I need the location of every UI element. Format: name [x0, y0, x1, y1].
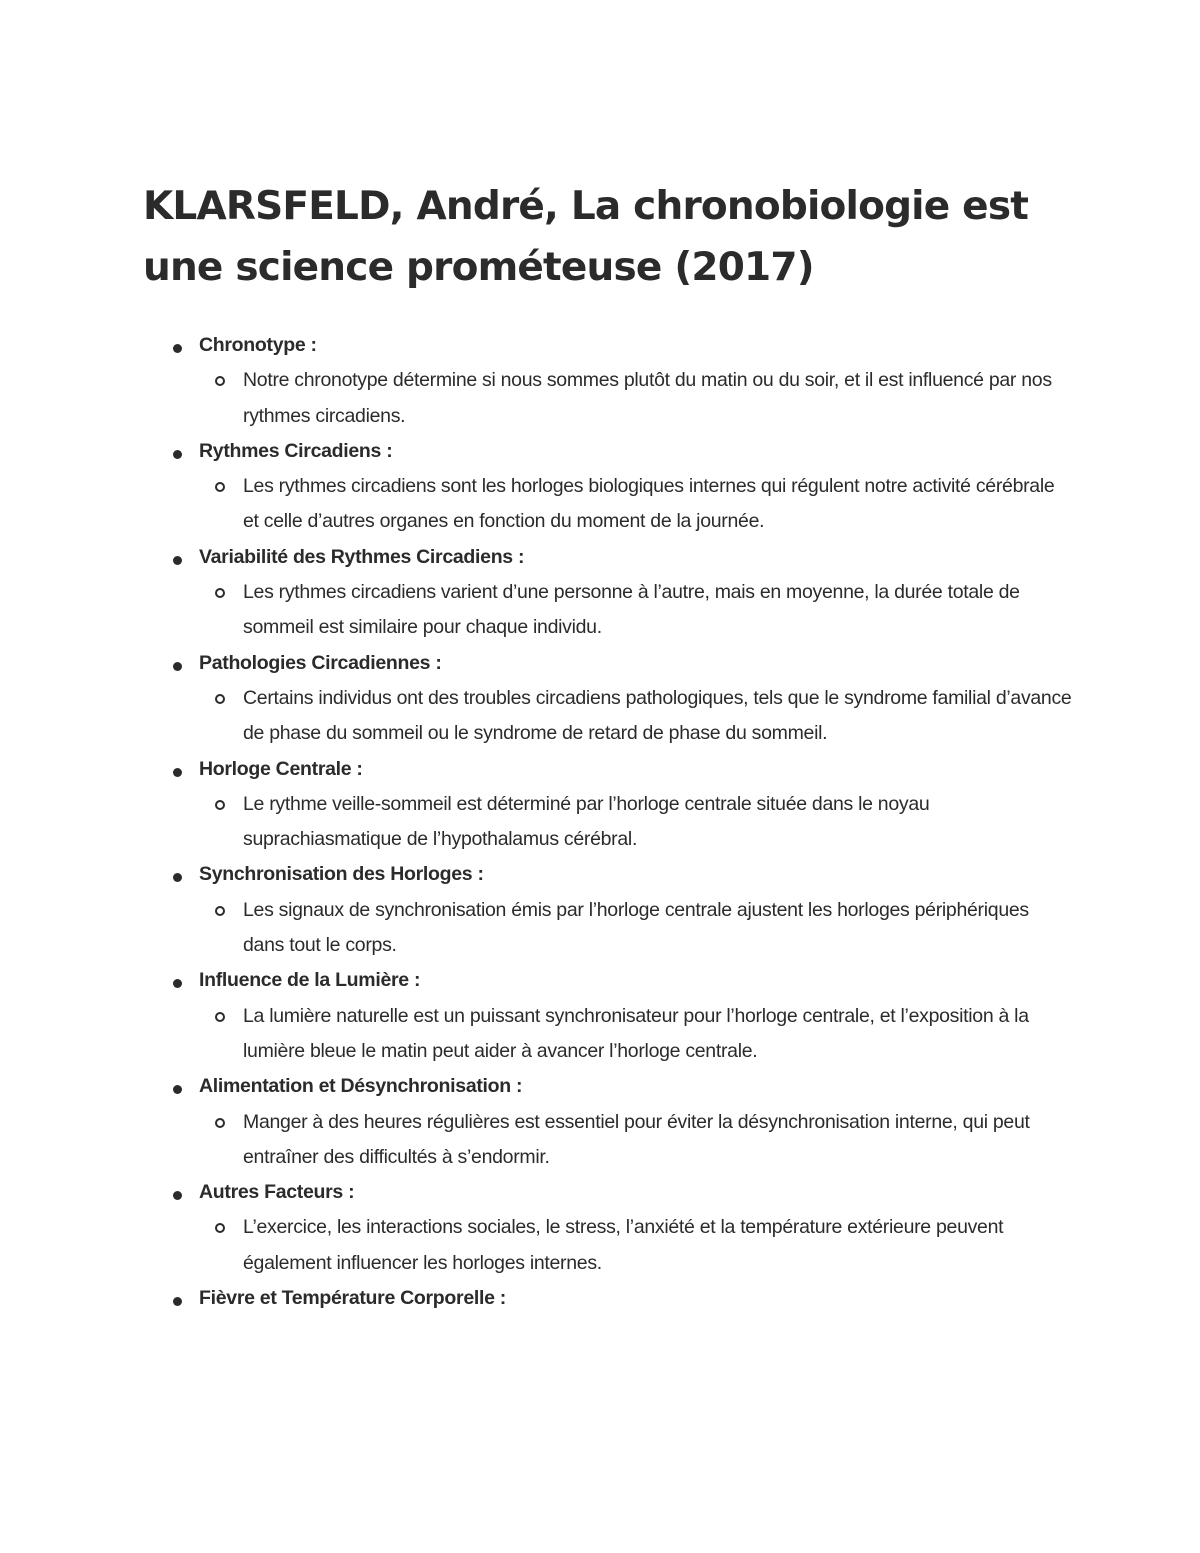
section-heading: Horloge Centrale :: [199, 757, 363, 780]
bullet-circle-icon: [215, 482, 225, 492]
sub-item-text: Manger à des heures régulières est essentiel pour éviter la désynchronisation interne, qui peut entraîner des difficultés à s’endormir.: [243, 1110, 1030, 1168]
bullet-disc-icon: [173, 344, 182, 353]
bullet-circle-icon: [215, 588, 225, 598]
sub-item-text: Les rythmes circadiens varient d’une personne à l’autre, mais en moyenne, la durée totale de sommeil est similaire pour chaque individu.: [243, 581, 1020, 639]
sub-list-item: [199, 363, 1073, 434]
bullet-disc-icon: [173, 1191, 182, 1200]
sub-item-text: Notre chronotype détermine si nous sommes plutôt du matin ou du soir, et il est influencé par nos rythmes circadiens.: [243, 369, 1052, 427]
list-item: [143, 857, 1073, 963]
section-heading: Variabilité des Rythmes Circadiens :: [199, 545, 525, 568]
sub-list-item: [199, 681, 1073, 752]
section-heading: Pathologies Circadiennes :: [199, 651, 442, 674]
bullet-circle-icon: [215, 376, 225, 386]
sub-item-text: L’exercice, les interactions sociales, le stress, l’anxiété et la température extérieure peuvent également influencer les horloges internes.: [243, 1216, 1004, 1274]
bullet-circle-icon: [215, 1118, 225, 1128]
sub-list: [199, 469, 1073, 540]
sub-list: [199, 787, 1073, 858]
bullet-circle-icon: [215, 694, 225, 704]
sub-item-text: Les rythmes circadiens sont les horloges biologiques internes qui régulent notre activité cérébrale et celle d’autres organes en fonction du moment de la journée.: [243, 475, 1055, 533]
bullet-circle-icon: [215, 1012, 225, 1022]
list-item: [143, 963, 1073, 1069]
bullet-disc-icon: [173, 556, 182, 565]
sub-list: [199, 893, 1073, 964]
list-item: [143, 434, 1073, 540]
section-heading: Fièvre et Température Corporelle :: [199, 1287, 506, 1310]
sub-list-item: [199, 893, 1073, 964]
sub-list: [199, 575, 1073, 646]
sub-item-text: Certains individus ont des troubles circadiens pathologiques, tels que le syndrome familial d’avance de phase du sommeil ou le syndrome de retard de phase du sommeil.: [243, 686, 1072, 745]
list-item: [143, 646, 1073, 752]
sub-item-text: Les signaux de synchronisation émis par l’horloge centrale ajustent les horloges périphériques dans tout le corps.: [243, 898, 1029, 957]
sub-item-text: Le rythme veille-sommeil est déterminé par l’horloge centrale située dans le noyau suprachiasmatique de l’hypothalamus cérébral.: [243, 792, 930, 851]
bullet-circle-icon: [215, 800, 225, 810]
sub-list-item: [199, 999, 1073, 1070]
document-title: KLARSFELD, André, La chronobiologie est une science prométeuse (2017): [143, 184, 1029, 290]
bullet-disc-icon: [173, 662, 182, 671]
sub-list-item: [199, 1210, 1073, 1281]
section-heading: Rythmes Circadiens :: [199, 439, 393, 462]
bullet-disc-icon: [173, 979, 182, 988]
section-heading: Alimentation et Désynchronisation :: [199, 1075, 523, 1098]
sub-list: [199, 999, 1073, 1070]
bullet-disc-icon: [173, 1085, 182, 1094]
list-item: [143, 328, 1073, 434]
sub-list: [199, 1210, 1073, 1281]
sub-list: [199, 1105, 1073, 1176]
list-item: [143, 1175, 1073, 1281]
list-item: [143, 752, 1073, 858]
sub-list: [199, 681, 1073, 752]
sub-list-item: [199, 469, 1073, 540]
section-heading: Synchronisation des Horloges :: [199, 863, 484, 886]
section-heading: Chronotype :: [199, 334, 317, 356]
bullet-disc-icon: [173, 450, 182, 459]
sub-list-item: [199, 575, 1073, 646]
list-item: [143, 1069, 1073, 1175]
list-item: [143, 1281, 1073, 1316]
section-heading: Influence de la Lumière :: [199, 969, 421, 992]
bullet-disc-icon: [173, 1297, 182, 1306]
bullet-disc-icon: [173, 873, 182, 882]
list-item: [143, 540, 1073, 646]
sub-item-text: La lumière naturelle est un puissant synchronisateur pour l’horloge centrale, et l’exposition à la lumière bleue le matin peut aider à avancer l’horloge centrale.: [243, 1004, 1029, 1062]
sub-list-item: [199, 1105, 1073, 1176]
bullet-circle-icon: [215, 906, 225, 916]
section-list: [143, 328, 1073, 1316]
bullet-circle-icon: [215, 1223, 225, 1233]
section-heading: Autres Facteurs :: [199, 1181, 355, 1204]
sub-list-item: [199, 787, 1073, 858]
document-page: [143, 176, 1073, 1316]
bullet-disc-icon: [173, 768, 182, 777]
sub-list: [199, 363, 1073, 434]
